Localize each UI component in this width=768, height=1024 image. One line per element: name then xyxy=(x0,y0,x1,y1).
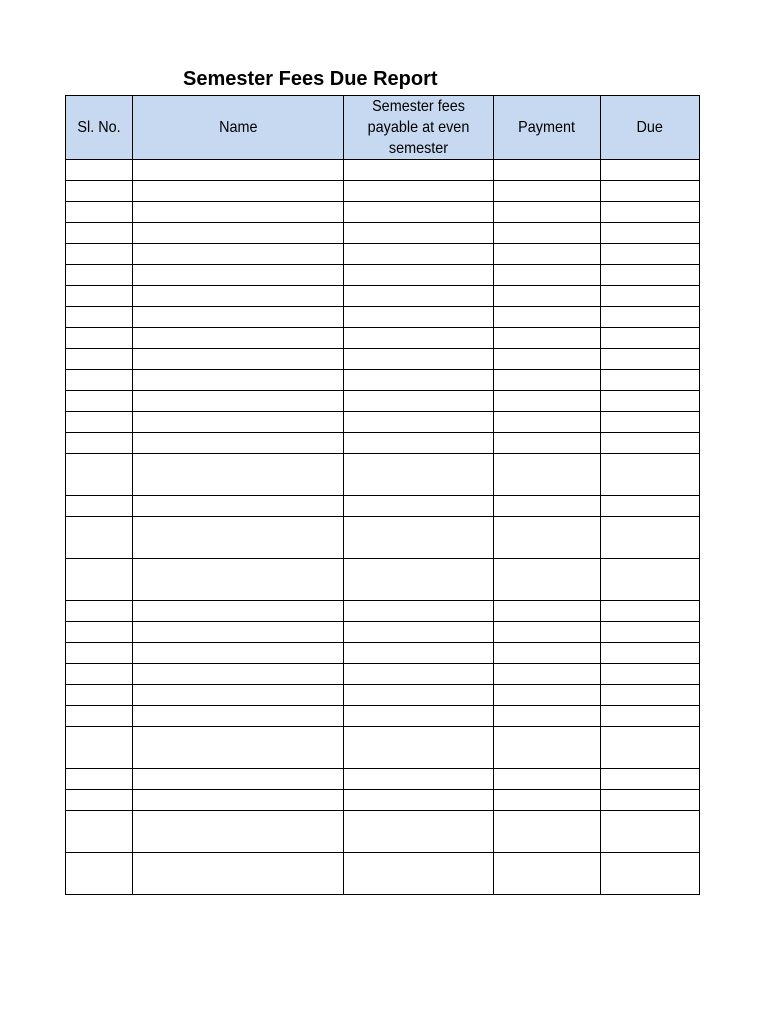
cell-payment xyxy=(494,517,601,559)
table-row xyxy=(66,328,700,349)
table-row xyxy=(66,811,700,853)
cell-name xyxy=(133,790,344,811)
cell-semester-fees xyxy=(344,643,494,664)
cell-due xyxy=(601,496,700,517)
cell-payment xyxy=(494,790,601,811)
cell-payment xyxy=(494,181,601,202)
cell-name xyxy=(133,433,344,454)
cell-semester-fees xyxy=(344,307,494,328)
cell-sl-no xyxy=(66,244,133,265)
cell-payment xyxy=(494,307,601,328)
report-title: Semester Fees Due Report xyxy=(183,68,438,90)
cell-semester-fees xyxy=(344,517,494,559)
cell-payment xyxy=(494,349,601,370)
table-row xyxy=(66,370,700,391)
table-row xyxy=(66,790,700,811)
table-row xyxy=(66,622,700,643)
cell-name xyxy=(133,202,344,223)
cell-sl-no xyxy=(66,412,133,433)
cell-payment xyxy=(494,811,601,853)
cell-name xyxy=(133,559,344,601)
cell-name xyxy=(133,181,344,202)
table-row xyxy=(66,727,700,769)
cell-sl-no xyxy=(66,349,133,370)
cell-payment xyxy=(494,559,601,601)
table-row xyxy=(66,601,700,622)
table-row xyxy=(66,517,700,559)
cell-sl-no xyxy=(66,853,133,895)
cell-name xyxy=(133,160,344,181)
table-row xyxy=(66,769,700,790)
cell-sl-no xyxy=(66,559,133,601)
cell-sl-no xyxy=(66,727,133,769)
cell-semester-fees xyxy=(344,601,494,622)
cell-sl-no xyxy=(66,223,133,244)
cell-sl-no xyxy=(66,454,133,496)
cell-due xyxy=(601,349,700,370)
cell-sl-no xyxy=(66,790,133,811)
table-row xyxy=(66,265,700,286)
cell-name xyxy=(133,643,344,664)
cell-semester-fees xyxy=(344,727,494,769)
cell-payment xyxy=(494,433,601,454)
cell-name xyxy=(133,328,344,349)
column-header-due: Due xyxy=(601,96,700,160)
cell-due xyxy=(601,601,700,622)
cell-payment xyxy=(494,391,601,412)
table-body xyxy=(66,160,700,895)
cell-name xyxy=(133,412,344,433)
cell-name xyxy=(133,391,344,412)
cell-name xyxy=(133,727,344,769)
cell-sl-no xyxy=(66,160,133,181)
cell-semester-fees xyxy=(344,244,494,265)
cell-semester-fees xyxy=(344,496,494,517)
table-row xyxy=(66,223,700,244)
cell-payment xyxy=(494,202,601,223)
cell-name xyxy=(133,601,344,622)
cell-sl-no xyxy=(66,517,133,559)
cell-due xyxy=(601,265,700,286)
cell-due xyxy=(601,685,700,706)
column-header-semester-fees: Semester fees payable at even semester xyxy=(344,96,494,160)
cell-name xyxy=(133,349,344,370)
cell-sl-no xyxy=(66,811,133,853)
cell-name xyxy=(133,223,344,244)
table-row xyxy=(66,643,700,664)
cell-semester-fees xyxy=(344,160,494,181)
cell-payment xyxy=(494,685,601,706)
cell-name xyxy=(133,769,344,790)
cell-name xyxy=(133,622,344,643)
cell-name xyxy=(133,286,344,307)
cell-payment xyxy=(494,643,601,664)
cell-semester-fees xyxy=(344,433,494,454)
cell-payment xyxy=(494,244,601,265)
cell-payment xyxy=(494,454,601,496)
cell-payment xyxy=(494,853,601,895)
cell-sl-no xyxy=(66,181,133,202)
cell-semester-fees xyxy=(344,454,494,496)
table-row xyxy=(66,496,700,517)
cell-semester-fees xyxy=(344,853,494,895)
cell-semester-fees xyxy=(344,769,494,790)
cell-due xyxy=(601,433,700,454)
cell-payment xyxy=(494,223,601,244)
cell-due xyxy=(601,328,700,349)
cell-sl-no xyxy=(66,643,133,664)
column-header-name: Name xyxy=(133,96,344,160)
cell-sl-no xyxy=(66,601,133,622)
cell-name xyxy=(133,370,344,391)
table-row xyxy=(66,349,700,370)
cell-sl-no xyxy=(66,706,133,727)
cell-payment xyxy=(494,286,601,307)
cell-semester-fees xyxy=(344,265,494,286)
cell-sl-no xyxy=(66,307,133,328)
cell-sl-no xyxy=(66,391,133,412)
cell-due xyxy=(601,181,700,202)
cell-due xyxy=(601,853,700,895)
cell-sl-no xyxy=(66,328,133,349)
cell-due xyxy=(601,160,700,181)
cell-due xyxy=(601,622,700,643)
column-header-payment: Payment xyxy=(494,96,601,160)
cell-name xyxy=(133,664,344,685)
table-row xyxy=(66,244,700,265)
cell-payment xyxy=(494,265,601,286)
table-row xyxy=(66,286,700,307)
cell-due xyxy=(601,454,700,496)
cell-name xyxy=(133,496,344,517)
fees-due-table xyxy=(65,95,700,895)
cell-name xyxy=(133,811,344,853)
cell-name xyxy=(133,517,344,559)
cell-name xyxy=(133,706,344,727)
cell-due xyxy=(601,517,700,559)
table-row xyxy=(66,412,700,433)
table-row xyxy=(66,454,700,496)
cell-name xyxy=(133,853,344,895)
cell-sl-no xyxy=(66,286,133,307)
cell-sl-no xyxy=(66,265,133,286)
cell-semester-fees xyxy=(344,223,494,244)
cell-semester-fees xyxy=(344,286,494,307)
cell-name xyxy=(133,244,344,265)
cell-name xyxy=(133,454,344,496)
cell-due xyxy=(601,559,700,601)
cell-payment xyxy=(494,160,601,181)
cell-due xyxy=(601,811,700,853)
cell-due xyxy=(601,790,700,811)
cell-payment xyxy=(494,412,601,433)
cell-semester-fees xyxy=(344,412,494,433)
cell-sl-no xyxy=(66,769,133,790)
cell-sl-no xyxy=(66,370,133,391)
cell-sl-no xyxy=(66,685,133,706)
table-row xyxy=(66,706,700,727)
cell-name xyxy=(133,685,344,706)
table-header-row xyxy=(66,96,700,160)
cell-payment xyxy=(494,769,601,790)
cell-semester-fees xyxy=(344,370,494,391)
cell-semester-fees xyxy=(344,790,494,811)
cell-semester-fees xyxy=(344,391,494,412)
table-row xyxy=(66,559,700,601)
cell-due xyxy=(601,769,700,790)
table-row xyxy=(66,685,700,706)
cell-semester-fees xyxy=(344,559,494,601)
cell-payment xyxy=(494,622,601,643)
cell-name xyxy=(133,307,344,328)
cell-due xyxy=(601,706,700,727)
cell-payment xyxy=(494,328,601,349)
cell-sl-no xyxy=(66,622,133,643)
cell-semester-fees xyxy=(344,181,494,202)
cell-due xyxy=(601,727,700,769)
cell-payment xyxy=(494,370,601,391)
cell-due xyxy=(601,391,700,412)
cell-due xyxy=(601,223,700,244)
cell-semester-fees xyxy=(344,811,494,853)
table-row xyxy=(66,160,700,181)
table-row xyxy=(66,853,700,895)
cell-due xyxy=(601,643,700,664)
cell-payment xyxy=(494,601,601,622)
cell-sl-no xyxy=(66,496,133,517)
cell-semester-fees xyxy=(344,685,494,706)
table-row xyxy=(66,307,700,328)
cell-due xyxy=(601,664,700,685)
cell-name xyxy=(133,265,344,286)
cell-semester-fees xyxy=(344,328,494,349)
cell-sl-no xyxy=(66,433,133,454)
cell-due xyxy=(601,202,700,223)
cell-payment xyxy=(494,706,601,727)
table-row xyxy=(66,181,700,202)
table-row xyxy=(66,433,700,454)
table-row xyxy=(66,391,700,412)
cell-payment xyxy=(494,496,601,517)
cell-due xyxy=(601,307,700,328)
cell-due xyxy=(601,286,700,307)
cell-payment xyxy=(494,727,601,769)
column-header-sl-no: Sl. No. xyxy=(66,96,133,160)
table-row xyxy=(66,202,700,223)
cell-semester-fees xyxy=(344,202,494,223)
table-row xyxy=(66,664,700,685)
cell-due xyxy=(601,412,700,433)
cell-due xyxy=(601,370,700,391)
cell-semester-fees xyxy=(344,664,494,685)
cell-sl-no xyxy=(66,664,133,685)
cell-payment xyxy=(494,664,601,685)
cell-sl-no xyxy=(66,202,133,223)
cell-due xyxy=(601,244,700,265)
cell-semester-fees xyxy=(344,706,494,727)
cell-semester-fees xyxy=(344,622,494,643)
cell-semester-fees xyxy=(344,349,494,370)
